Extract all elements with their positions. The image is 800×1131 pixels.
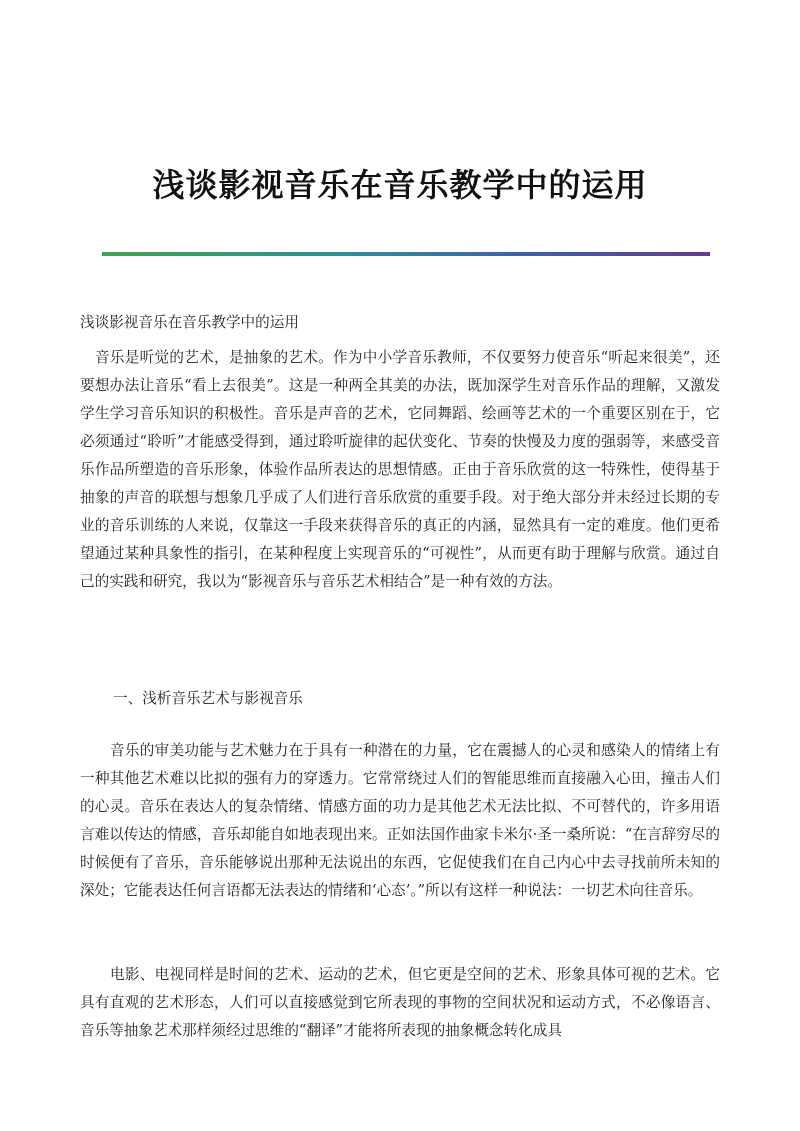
document-title: 浅谈影视音乐在音乐教学中的运用 bbox=[152, 166, 648, 204]
paragraph-music-aesthetics: 音乐的审美功能与艺术魅力在于具有一种潜在的力量，它在震撼人的心灵和感染人的情绪上有一种其他艺术难以比拟的强有力的穿透力。它常常绕过人们的智能思维而直接融入心田，撞击人们的心灵。音乐在表达人的复杂情绪、情感方面的功力是其他艺术无法比拟、不可替代的，许多用语言难以传达的情感，音乐却能自如地表现出来。正如法国作曲家卡米尔·圣一桑所说：“在言辞穷尽的时候便有了音乐，音乐能够说出那种无法说出的东西，它促使我们在自己内心中去寻找前所未知的深处；它能表达任何言语都无法表达的情绪和‘心态’。”所以有这样一种说法：一切艺术向往音乐。 bbox=[80, 742, 720, 899]
paragraph-film-tv: 电影、电视同样是时间的艺术、运动的艺术，但它更是空间的艺术、形象具体可视的艺术。它具有直观的艺术形态，人们可以直接感觉到它所表现的事物的空间状况和运动方式，不必像语言、音乐等抽象艺术那样须经过思维的“翻译”才能将所表现的抽象概念转化成具 bbox=[80, 966, 720, 1039]
title-divider bbox=[102, 252, 710, 256]
paragraph-intro: 音乐是听觉的艺术，是抽象的艺术。作为中小学音乐教师，不仅要努力使音乐“听起来很美”，还要想办法让音乐“看上去很美”。这是一种两全其美的办法，既加深学生对音乐作品的理解，又激发学生学习音乐知识的积极性。音乐是声音的艺术，它同舞蹈、绘画等艺术的一个重要区别在于，它必须通过“聆听”才能感受得到，通过聆听旋律的起伏变化、节奏的快慢及力度的强弱等，来感受音乐作品所塑造的音乐形象，体验作品所表达的思想情感。正由于音乐欣赏的这一特殊性，使得基于抽象的声音的联想与想象几乎成了人们进行音乐欣赏的重要手段。对于绝大部分并未经过长期的专业的音乐训练的人来说，仅靠这一手段来获得音乐的真正的内涵，显然具有一定的难度。他们更希望通过某种具象性的指引，在某种程度上实现音乐的“可视性”，从而更有助于理解与欣赏。通过自己的实践和研究，我以为“影视音乐与音乐艺术相结合”是一种有效的方法。 bbox=[80, 349, 720, 590]
article-subtitle: 浅谈影视音乐在音乐教学中的运用 bbox=[80, 314, 299, 331]
section-heading: 一、浅析音乐艺术与影视音乐 bbox=[113, 690, 303, 707]
